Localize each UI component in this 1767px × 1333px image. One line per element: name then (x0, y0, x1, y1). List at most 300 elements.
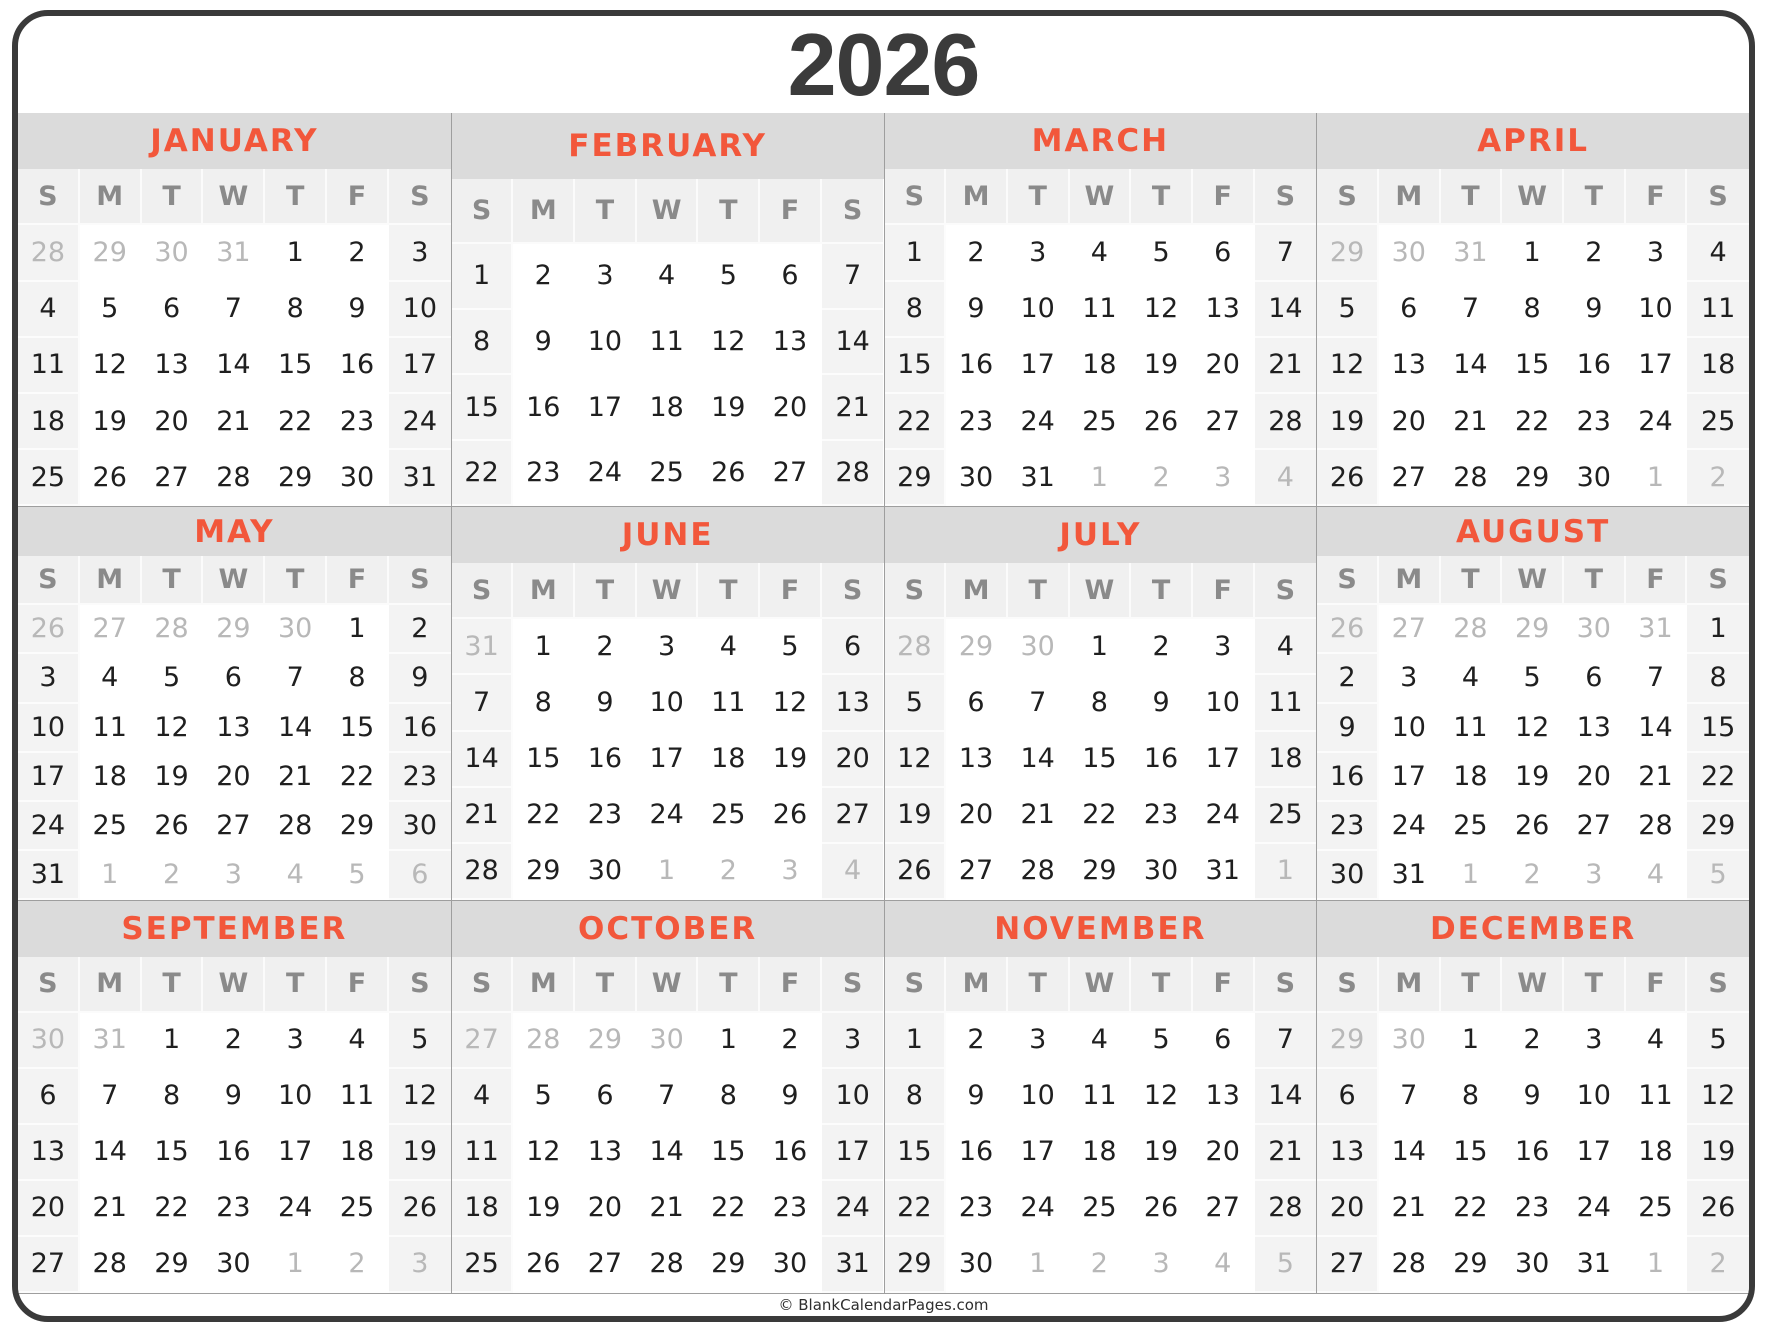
day-cell: 23 (513, 441, 575, 507)
weekday-header: T (1131, 563, 1193, 619)
weekday-header: M (1379, 957, 1441, 1013)
weekday-header: S (885, 563, 947, 619)
day-cell: 2 (327, 1237, 389, 1293)
weekday-header: S (1255, 169, 1317, 225)
weekday-header-row (452, 179, 884, 245)
footer-credit: © BlankCalendarPages.com (778, 1296, 989, 1314)
weekday-header: S (1687, 957, 1749, 1013)
day-cell: 26 (18, 605, 80, 654)
day-cell: 13 (575, 1125, 637, 1181)
month-title: FEBRUARY (452, 113, 884, 179)
week-row (885, 450, 1317, 506)
day-cell: 29 (1070, 844, 1132, 900)
day-cell: 24 (1626, 394, 1688, 450)
day-cell: 9 (1564, 282, 1626, 338)
week-row (885, 225, 1317, 281)
day-cell: 7 (1008, 675, 1070, 731)
day-cell: 20 (760, 375, 822, 441)
day-cell: 1 (637, 844, 699, 900)
day-cell: 9 (1317, 704, 1379, 753)
day-cell: 6 (1379, 282, 1441, 338)
day-cell: 1 (265, 225, 327, 281)
day-cell: 23 (1317, 802, 1379, 851)
day-cell: 4 (18, 282, 80, 338)
weekday-header: W (1070, 957, 1132, 1013)
day-cell: 3 (1564, 851, 1626, 900)
day-cell: 9 (1131, 675, 1193, 731)
weekday-header: T (265, 957, 327, 1013)
day-cell: 1 (885, 1013, 947, 1069)
weekday-header: F (1193, 563, 1255, 619)
week-row (1317, 1069, 1749, 1125)
week-row (885, 1013, 1317, 1069)
day-cell: 7 (1255, 1013, 1317, 1069)
day-cell: 3 (265, 1013, 327, 1069)
day-cell: 19 (1131, 1125, 1193, 1181)
month-title: MAY (18, 507, 451, 556)
day-cell: 3 (1193, 450, 1255, 506)
day-cell: 31 (1379, 851, 1441, 900)
day-cell: 3 (1379, 654, 1441, 703)
day-cell: 29 (265, 450, 327, 506)
day-cell: 26 (1317, 450, 1379, 506)
day-cell: 31 (1626, 605, 1688, 654)
day-cell: 22 (452, 441, 514, 507)
day-cell: 3 (575, 244, 637, 310)
day-cell: 31 (203, 225, 265, 281)
day-cell: 1 (1687, 605, 1749, 654)
month-title: APRIL (1317, 113, 1749, 169)
weekday-header: S (18, 169, 80, 225)
weekday-header: F (1193, 957, 1255, 1013)
weekday-header: W (203, 556, 265, 605)
weekday-header: T (575, 179, 637, 245)
weekday-header: W (203, 169, 265, 225)
weekday-header: W (637, 563, 699, 619)
day-cell: 6 (575, 1069, 637, 1125)
day-cell: 19 (760, 732, 822, 788)
day-cell: 15 (265, 338, 327, 394)
day-cell: 20 (142, 394, 204, 450)
day-cell: 14 (1379, 1125, 1441, 1181)
weekday-header: F (327, 957, 389, 1013)
day-cell: 30 (1564, 605, 1626, 654)
day-cell: 2 (946, 1013, 1008, 1069)
day-cell: 21 (1379, 1181, 1441, 1237)
day-cell: 12 (142, 704, 204, 753)
day-cell: 18 (1687, 338, 1749, 394)
day-cell: 3 (203, 851, 265, 900)
day-cell: 30 (1564, 450, 1626, 506)
weekday-header: S (1687, 169, 1749, 225)
day-cell: 1 (698, 1013, 760, 1069)
day-cell: 23 (389, 753, 451, 802)
weekday-header: T (1008, 563, 1070, 619)
weekday-header: M (946, 957, 1008, 1013)
day-cell: 28 (203, 450, 265, 506)
day-cell: 28 (452, 844, 514, 900)
day-cell: 14 (452, 732, 514, 788)
day-cell: 22 (885, 1181, 947, 1237)
week-row (885, 788, 1317, 844)
weekday-header: T (698, 179, 760, 245)
day-cell: 27 (1193, 394, 1255, 450)
day-cell: 31 (1441, 225, 1503, 281)
day-cell: 19 (1317, 394, 1379, 450)
day-cell: 5 (1317, 282, 1379, 338)
day-cell: 9 (327, 282, 389, 338)
day-cell: 2 (203, 1013, 265, 1069)
weekday-header: F (1626, 957, 1688, 1013)
weekday-header: T (1441, 169, 1503, 225)
day-cell: 22 (1687, 753, 1749, 802)
weekday-header: T (1441, 957, 1503, 1013)
day-cell: 21 (265, 753, 327, 802)
day-cell: 31 (389, 450, 451, 506)
week-row (18, 1181, 451, 1237)
day-cell: 9 (513, 310, 575, 376)
month-august (1316, 506, 1749, 899)
day-cell: 16 (1317, 753, 1379, 802)
month-title: SEPTEMBER (18, 901, 451, 957)
day-cell: 21 (1255, 338, 1317, 394)
weekday-header: S (389, 556, 451, 605)
day-cell: 11 (1626, 1069, 1688, 1125)
weekday-header: T (698, 563, 760, 619)
day-cell: 26 (1687, 1181, 1749, 1237)
month-title: OCTOBER (452, 901, 884, 957)
day-cell: 29 (1317, 1013, 1379, 1069)
day-cell: 17 (18, 753, 80, 802)
day-cell: 24 (1008, 394, 1070, 450)
week-row (18, 704, 451, 753)
day-cell: 9 (1502, 1069, 1564, 1125)
day-cell: 14 (637, 1125, 699, 1181)
week-row (452, 310, 884, 376)
day-cell: 28 (822, 441, 884, 507)
day-cell: 11 (1255, 675, 1317, 731)
day-cell: 29 (1502, 450, 1564, 506)
day-cell: 8 (513, 675, 575, 731)
day-cell: 18 (1626, 1125, 1688, 1181)
week-row (18, 605, 451, 654)
weekday-header: T (265, 556, 327, 605)
weekday-header: S (452, 179, 514, 245)
day-cell: 17 (1564, 1125, 1626, 1181)
weekday-header-row (18, 556, 451, 605)
day-cell: 7 (265, 654, 327, 703)
day-cell: 18 (1070, 338, 1132, 394)
day-cell: 3 (1626, 225, 1688, 281)
day-cell: 12 (1317, 338, 1379, 394)
day-cell: 20 (203, 753, 265, 802)
day-cell: 24 (822, 1181, 884, 1237)
weekday-header: T (142, 169, 204, 225)
day-cell: 25 (1687, 394, 1749, 450)
day-cell: 28 (1255, 1181, 1317, 1237)
day-cell: 26 (1317, 605, 1379, 654)
day-cell: 3 (822, 1013, 884, 1069)
day-cell: 4 (1626, 1013, 1688, 1069)
weekday-header: W (1502, 556, 1564, 605)
weekday-header: F (760, 563, 822, 619)
day-cell: 11 (1070, 1069, 1132, 1125)
day-cell: 1 (1441, 851, 1503, 900)
day-cell: 20 (1317, 1181, 1379, 1237)
day-cell: 17 (1008, 1125, 1070, 1181)
day-cell: 26 (885, 844, 947, 900)
day-cell: 18 (1070, 1125, 1132, 1181)
day-cell: 7 (1441, 282, 1503, 338)
week-row (1317, 338, 1749, 394)
day-cell: 25 (1441, 802, 1503, 851)
day-cell: 9 (575, 675, 637, 731)
day-cell: 4 (452, 1069, 514, 1125)
day-cell: 2 (142, 851, 204, 900)
weekday-header: S (18, 957, 80, 1013)
day-cell: 6 (389, 851, 451, 900)
day-cell: 12 (80, 338, 142, 394)
day-cell: 14 (1255, 282, 1317, 338)
day-cell: 8 (142, 1069, 204, 1125)
day-cell: 29 (1441, 1237, 1503, 1293)
day-cell: 30 (1008, 619, 1070, 675)
day-cell: 1 (265, 1237, 327, 1293)
day-cell: 30 (946, 450, 1008, 506)
week-row (18, 1069, 451, 1125)
weekday-header: T (1131, 957, 1193, 1013)
week-row (1317, 753, 1749, 802)
weekday-header: T (575, 563, 637, 619)
week-row (885, 844, 1317, 900)
day-cell: 16 (203, 1125, 265, 1181)
day-cell: 28 (142, 605, 204, 654)
day-cell: 17 (1193, 732, 1255, 788)
day-cell: 26 (760, 788, 822, 844)
day-cell: 27 (946, 844, 1008, 900)
day-cell: 2 (1564, 225, 1626, 281)
week-row (1317, 394, 1749, 450)
day-cell: 29 (1687, 802, 1749, 851)
day-cell: 11 (452, 1125, 514, 1181)
week-row (1317, 704, 1749, 753)
weekday-header-row (1317, 556, 1749, 605)
week-row (1317, 851, 1749, 900)
day-cell: 25 (1626, 1181, 1688, 1237)
weekday-header: T (1564, 556, 1626, 605)
weekday-header: M (513, 957, 575, 1013)
day-cell: 13 (1317, 1125, 1379, 1181)
day-cell: 19 (1131, 338, 1193, 394)
day-cell: 19 (142, 753, 204, 802)
day-cell: 8 (1070, 675, 1132, 731)
day-cell: 31 (1008, 450, 1070, 506)
week-row (885, 282, 1317, 338)
day-cell: 4 (327, 1013, 389, 1069)
weekday-header: S (1687, 556, 1749, 605)
day-cell: 2 (698, 844, 760, 900)
day-cell: 5 (513, 1069, 575, 1125)
day-cell: 27 (1379, 450, 1441, 506)
day-cell: 6 (946, 675, 1008, 731)
day-cell: 25 (1255, 788, 1317, 844)
weekday-header: F (1193, 169, 1255, 225)
year-title: 2026 (787, 14, 980, 114)
day-cell: 1 (142, 1013, 204, 1069)
day-cell: 13 (760, 310, 822, 376)
day-cell: 24 (1193, 788, 1255, 844)
day-cell: 13 (1193, 1069, 1255, 1125)
day-cell: 8 (698, 1069, 760, 1125)
weekday-header: M (513, 563, 575, 619)
day-cell: 25 (1070, 394, 1132, 450)
weekday-header: S (885, 957, 947, 1013)
day-cell: 29 (885, 1237, 947, 1293)
day-cell: 28 (1255, 394, 1317, 450)
day-cell: 28 (1626, 802, 1688, 851)
month-title: JUNE (452, 507, 884, 563)
day-cell: 11 (1441, 704, 1503, 753)
day-cell: 29 (142, 1237, 204, 1293)
week-row (885, 1237, 1317, 1293)
day-cell: 9 (946, 1069, 1008, 1125)
day-cell: 29 (1502, 605, 1564, 654)
weekday-header: M (80, 556, 142, 605)
day-cell: 23 (327, 394, 389, 450)
week-row (885, 1181, 1317, 1237)
day-cell: 7 (452, 675, 514, 731)
day-cell: 31 (1564, 1237, 1626, 1293)
day-cell: 2 (1502, 1013, 1564, 1069)
day-cell: 13 (203, 704, 265, 753)
day-cell: 1 (1626, 1237, 1688, 1293)
month-september (18, 900, 451, 1293)
day-cell: 11 (1070, 282, 1132, 338)
day-cell: 29 (1317, 225, 1379, 281)
day-cell: 4 (80, 654, 142, 703)
weekday-header-row (885, 169, 1317, 225)
day-cell: 29 (885, 450, 947, 506)
day-cell: 30 (575, 844, 637, 900)
day-cell: 14 (822, 310, 884, 376)
day-cell: 30 (1502, 1237, 1564, 1293)
weekday-header: M (1379, 169, 1441, 225)
day-cell: 11 (327, 1069, 389, 1125)
weekday-header: M (946, 169, 1008, 225)
weekday-header: T (142, 556, 204, 605)
month-may (18, 506, 451, 899)
day-cell: 19 (698, 375, 760, 441)
day-cell: 18 (18, 394, 80, 450)
day-cell: 3 (637, 619, 699, 675)
day-cell: 13 (1379, 338, 1441, 394)
month-july (884, 506, 1317, 899)
day-cell: 13 (142, 338, 204, 394)
day-cell: 27 (452, 1013, 514, 1069)
day-cell: 20 (575, 1181, 637, 1237)
day-cell: 20 (1564, 753, 1626, 802)
week-row (452, 1125, 884, 1181)
day-cell: 26 (1502, 802, 1564, 851)
day-cell: 21 (452, 788, 514, 844)
weekday-header: S (1317, 556, 1379, 605)
day-cell: 28 (1441, 605, 1503, 654)
day-cell: 30 (760, 1237, 822, 1293)
day-cell: 4 (1441, 654, 1503, 703)
day-cell: 16 (1564, 338, 1626, 394)
day-cell: 31 (18, 851, 80, 900)
week-row (452, 441, 884, 507)
day-cell: 2 (1687, 450, 1749, 506)
day-cell: 30 (265, 605, 327, 654)
day-cell: 21 (822, 375, 884, 441)
weekday-header: F (327, 169, 389, 225)
day-cell: 3 (1564, 1013, 1626, 1069)
weekday-header-row (18, 169, 451, 225)
week-row (885, 394, 1317, 450)
day-cell: 24 (637, 788, 699, 844)
week-row (18, 394, 451, 450)
day-cell: 6 (142, 282, 204, 338)
day-cell: 28 (18, 225, 80, 281)
day-cell: 20 (946, 788, 1008, 844)
week-row (452, 675, 884, 731)
day-cell: 6 (1317, 1069, 1379, 1125)
day-cell: 16 (946, 1125, 1008, 1181)
month-title: JANUARY (18, 113, 451, 169)
day-cell: 16 (1502, 1125, 1564, 1181)
day-cell: 27 (575, 1237, 637, 1293)
day-cell: 1 (1441, 1013, 1503, 1069)
weekday-header-row (885, 563, 1317, 619)
day-cell: 12 (1131, 1069, 1193, 1125)
month-title: NOVEMBER (885, 901, 1317, 957)
day-cell: 4 (265, 851, 327, 900)
week-row (1317, 1181, 1749, 1237)
weekday-header: T (1008, 957, 1070, 1013)
day-cell: 24 (575, 441, 637, 507)
weekday-header-row (18, 957, 451, 1013)
day-cell: 27 (760, 441, 822, 507)
day-cell: 1 (327, 605, 389, 654)
week-row (1317, 1013, 1749, 1069)
day-cell: 8 (327, 654, 389, 703)
day-cell: 28 (513, 1013, 575, 1069)
day-cell: 9 (203, 1069, 265, 1125)
day-cell: 10 (1193, 675, 1255, 731)
day-cell: 16 (760, 1125, 822, 1181)
day-cell: 20 (822, 732, 884, 788)
week-row (1317, 282, 1749, 338)
day-cell: 18 (1255, 732, 1317, 788)
week-row (452, 732, 884, 788)
day-cell: 1 (452, 244, 514, 310)
weekday-header: S (822, 179, 884, 245)
month-january (18, 113, 451, 506)
day-cell: 30 (946, 1237, 1008, 1293)
day-cell: 12 (389, 1069, 451, 1125)
day-cell: 10 (1379, 704, 1441, 753)
day-cell: 3 (18, 654, 80, 703)
day-cell: 16 (327, 338, 389, 394)
week-row (18, 338, 451, 394)
day-cell: 10 (822, 1069, 884, 1125)
day-cell: 14 (1626, 704, 1688, 753)
day-cell: 14 (80, 1125, 142, 1181)
day-cell: 7 (203, 282, 265, 338)
day-cell: 9 (946, 282, 1008, 338)
day-cell: 15 (142, 1125, 204, 1181)
